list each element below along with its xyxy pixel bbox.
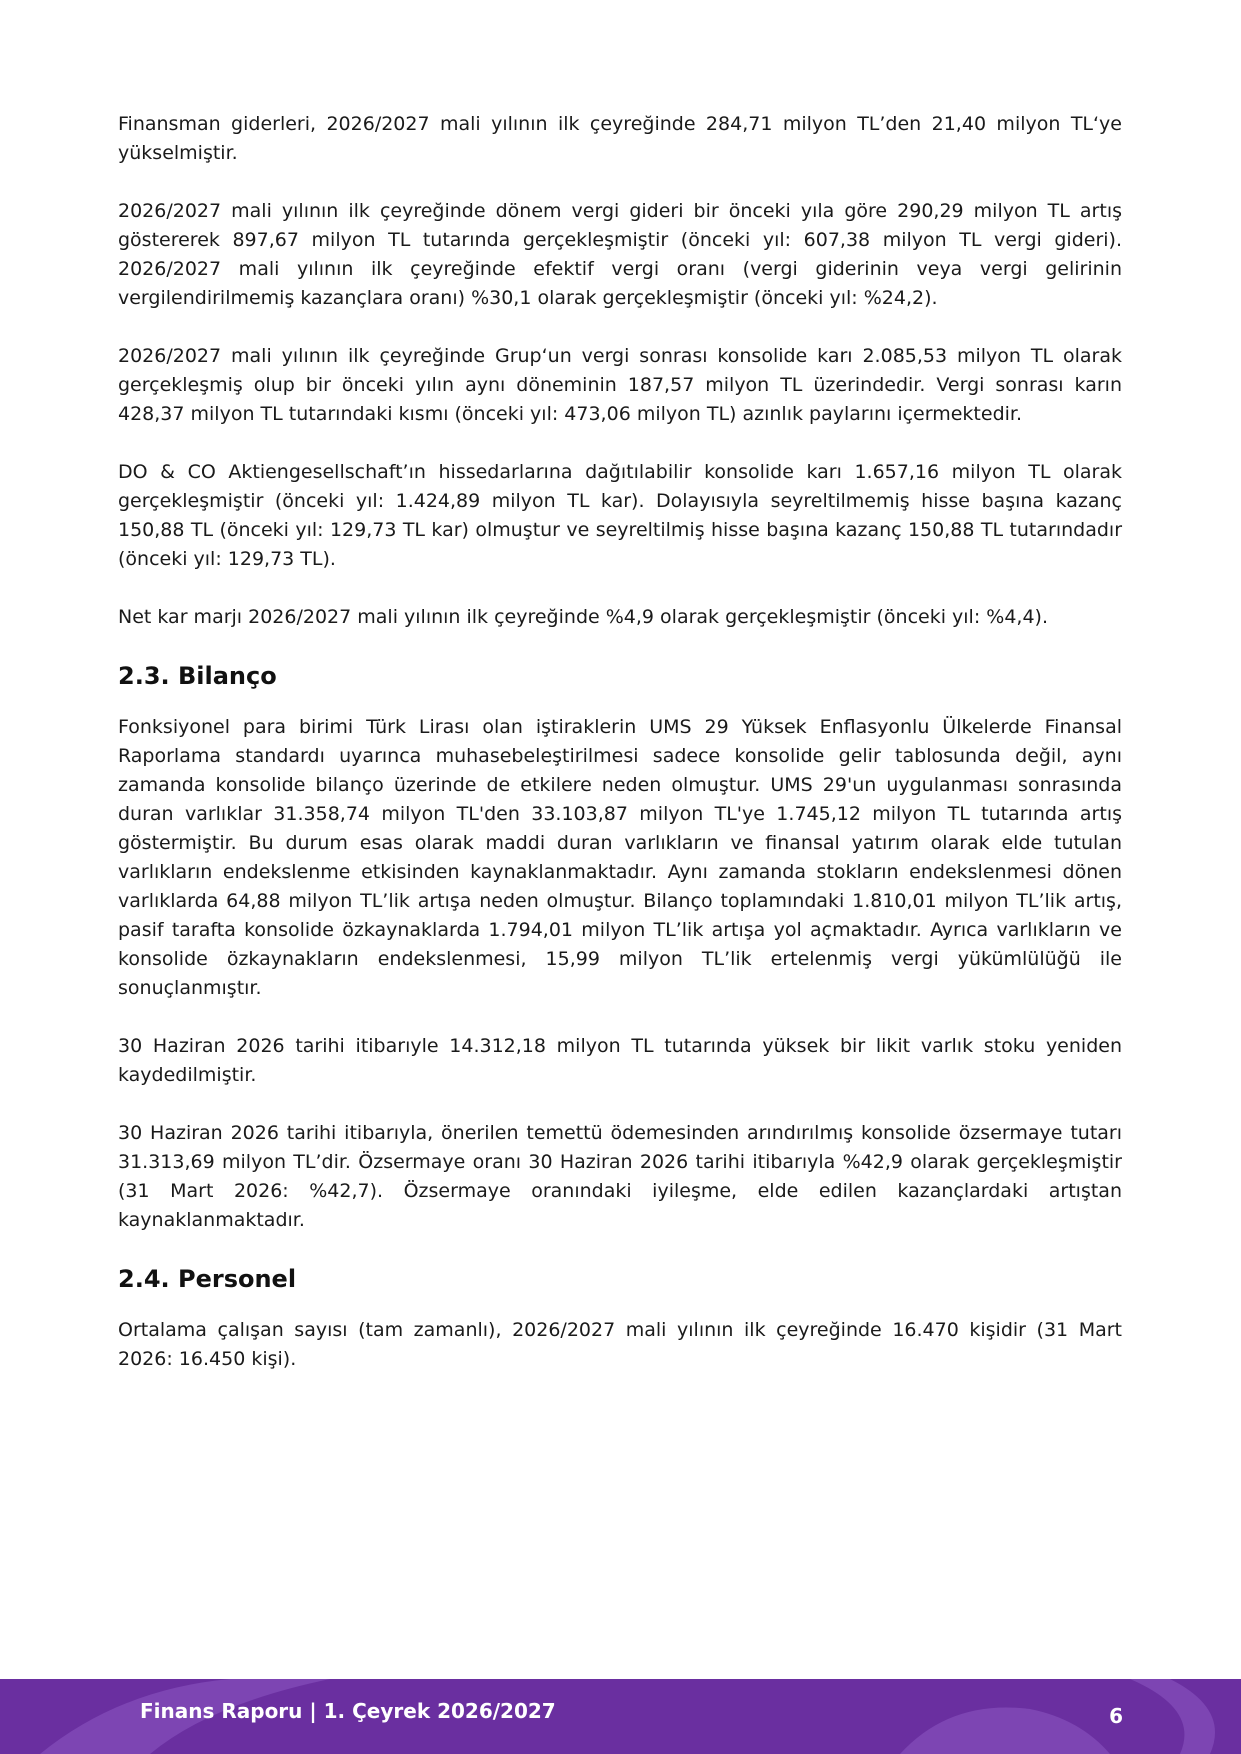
section-heading-balance: 2.3. Bilanço: [118, 662, 277, 690]
paragraph-net-margin: Net kar marjı 2026/2027 mali yılının ilk çeyreğinde %4,9 olarak gerçekleşmiştir (önceki yıl: %4,4).: [118, 606, 1048, 628]
paragraph-consolidated-profit: 2026/2027 mali yılının ilk çeyreğinde Grup‘un vergi sonrası konsolide karı 2.085,53 milyon TL olarak gerçekleşmiş olup bir önceki yılın aynı döneminin 187,57 milyon TL üzerindedir. Vergi sonrası karın 428,37 milyon TL tutarındaki kısmı (önceki yıl: 473,06 milyon TL) azınlık paylarını içermektedir.: [118, 345, 1122, 425]
paragraph-employee-count: Ortalama çalışan sayısı (tam zamanlı), 2026/2027 mali yılının ilk çeyreğinde 16.470 kişidir (31 Mart 2026: 16.450 kişi).: [118, 1319, 1122, 1370]
paragraph-ias29-effects: Fonksiyonel para birimi Türk Lirası olan iştiraklerin UMS 29 Yüksek Enflasyonlu Ülkelerde Finansal Raporlama standardı uyarınca muhasebeleştirilmesi sadece konsolide gelir tablosunda değil, aynı zamanda konsolide bilanço üzerinde de etkilere neden olmuştur. UMS 29'un uygulanması sonrasında duran varlıklar 31.358,74 milyon TL'den 33.103,87 milyon TL'ye 1.745,12 milyon TL tutarında artış göstermiştir. Bu durum esas olarak maddi duran varlıkların ve finansal yatırım olarak elde tutulan varlıkların endekslenme etkisinden kaynaklanmaktadır. Aynı zamanda stokların endekslenmesi dönen varlıklarda 64,88 milyon TL’lik artışa neden olmuştur. Bilanço toplamındaki 1.810,01 milyon TL’lik artış, pasif tarafta konsolide özkaynaklarda 1.794,01 milyon TL’lik artışa yol açmaktadır. Ayrıca varlıkların ve konsolide özkaynakların endekslenmesi, 15,99 milyon TL’lik ertelenmiş vergi yükümlülüğü ile sonuçlanmıştır.: [118, 716, 1122, 999]
paragraph-equity-ratio: 30 Haziran 2026 tarihi itibarıyla, önerilen temettü ödemesinden arındırılmış konsolide özsermaye tutarı 31.313,69 milyon TL’dir. Özsermaye oranı 30 Haziran 2026 tarihi itibarıyla %42,9 olarak gerçekleşmiştir (31 Mart 2026: %42,7). Özsermaye oranındaki iyileşme, elde edilen kazançlardaki artıştan kaynaklanmaktadır.: [118, 1122, 1122, 1231]
footer-swoosh-right: [900, 1707, 1110, 1754]
page-footer: [0, 1679, 1241, 1754]
footer-report-title: Finans Raporu | 1. Çeyrek 2026/2027: [140, 1699, 556, 1723]
document-body: [118, 110, 1122, 1403]
footer-swoosh-arc: [1130, 1679, 1215, 1754]
section-heading-personnel: 2.4. Personel: [118, 1265, 297, 1293]
paragraph-earnings-per-share: DO & CO Aktiengesellschaft’ın hissedarlarına dağıtılabilir konsolide karı 1.657,16 milyon TL olarak gerçekleşmiştir (önceki yıl: 1.424,89 milyon TL kar). Dolayısıyla seyreltilmemiş hisse başına kazanç 150,88 TL (önceki yıl: 129,73 TL kar) olmuştur ve seyreltilmiş hisse başına kazanç 150,88 TL tutarındadır (önceki yıl: 129,73 TL).: [118, 461, 1122, 570]
page-number: 6: [1109, 1704, 1123, 1728]
paragraph-financing-costs: Finansman giderleri, 2026/2027 mali yılının ilk çeyreğinde 284,71 milyon TL’den 21,40 milyon TL‘ye yükselmiştir.: [118, 113, 1122, 164]
paragraph-liquid-assets: 30 Haziran 2026 tarihi itibarıyle 14.312,18 milyon TL tutarında yüksek bir likit varlık stoku yeniden kaydedilmiştir.: [118, 1035, 1122, 1086]
paragraph-tax-expense: 2026/2027 mali yılının ilk çeyreğinde dönem vergi gideri bir önceki yıla göre 290,29 milyon TL artış göstererek 897,67 milyon TL tutarında gerçekleşmiştir (önceki yıl: 607,38 milyon TL vergi gideri). 2026/2027 mali yılının ilk çeyreğinde efektif vergi oranı (vergi giderinin veya vergi gelirinin vergilendirilmemiş kazançlara oranı) %30,1 olarak gerçekleşmiştir (önceki yıl: %24,2).: [118, 200, 1122, 309]
